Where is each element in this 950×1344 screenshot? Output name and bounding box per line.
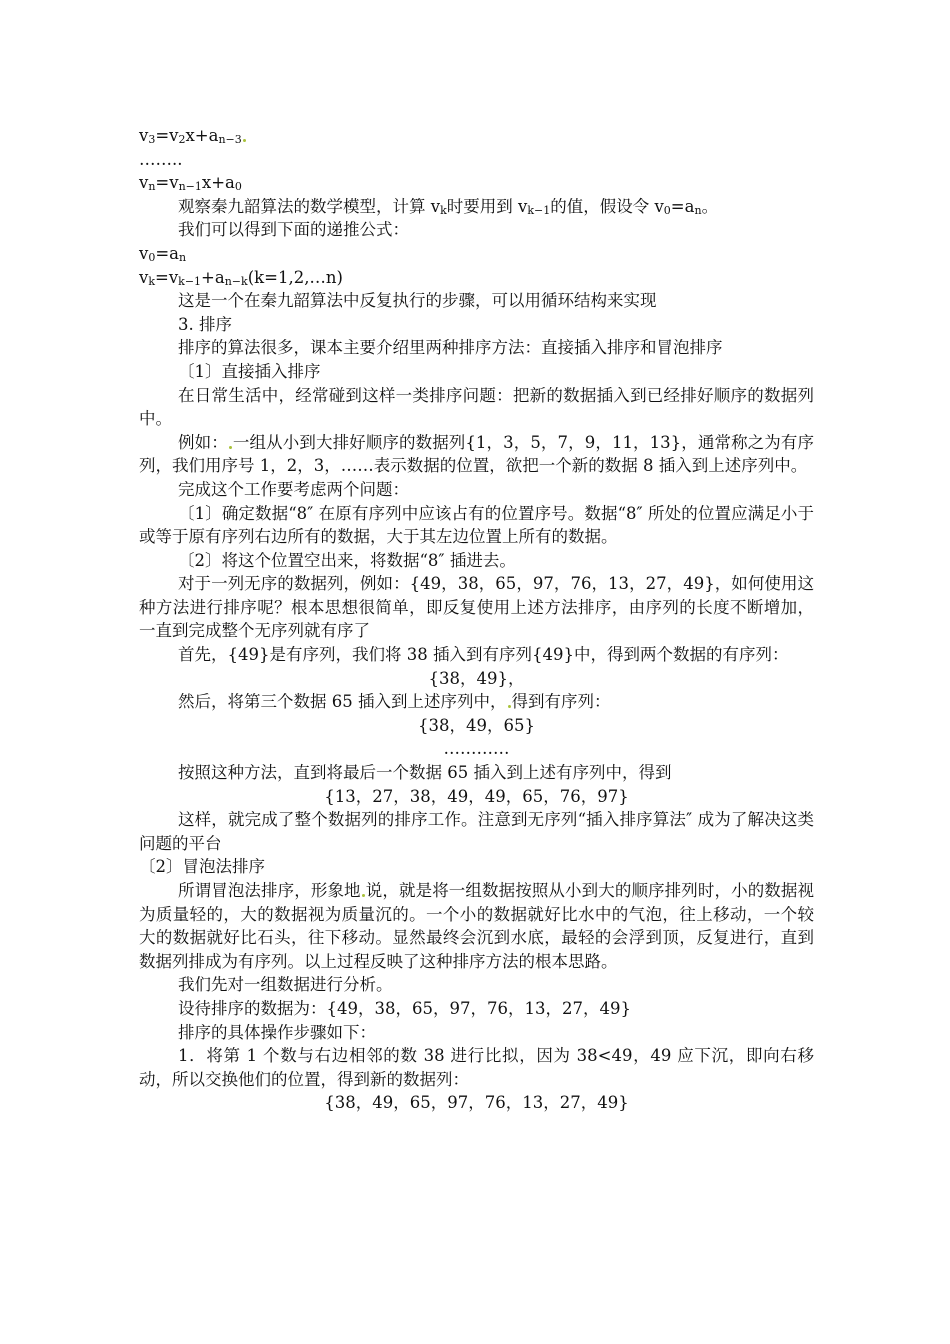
observe-paragraph: 观察秦九韶算法的数学模型，计算 $v_k$时要用到 $v_{k-1}$的值，假设令 $v_0=a_n$。 bbox=[178, 196, 719, 217]
sequence-ellipsis: ………… bbox=[443, 739, 510, 759]
sequence-4: {38，49，65，97，76，13，27，49} bbox=[324, 1093, 629, 1113]
until-paragraph: 按照这种方法，直到将最后一个数据 65 插入到上述有序列中，得到 bbox=[178, 763, 672, 783]
problem-2: 〔2〕将这个位置空出来，将数据“8″ 插进去。 bbox=[178, 550, 516, 570]
daily-paragraph: 在日常生活中，经常碰到这样一类排序问题：把新的数据插入到已经排好顺序的数据列中。 bbox=[139, 385, 814, 429]
two-problems: 完成这个工作要考虑两个问题： bbox=[178, 479, 409, 499]
subheading-bubble: 〔2〕冒泡法排序 bbox=[139, 857, 265, 877]
analyze-line: 我们先对一组数据进行分析。 bbox=[178, 975, 393, 995]
done-paragraph: 这样，就完成了整个数据列的排序工作。注意到无序列“插入排序算法″ 成为了解决这类问题的平台 bbox=[139, 810, 814, 853]
loop-paragraph: 这是一个在秦九韶算法中反复执行的步骤，可以用循环结构来实现 bbox=[178, 291, 657, 311]
recurrence-intro: 我们可以得到下面的递推公式： bbox=[178, 220, 409, 240]
ink-dot bbox=[508, 705, 511, 708]
data-line: 设待排序的数据为：{49，38，65，97，76，13，27，49} bbox=[178, 998, 631, 1018]
example-paragraph: 例如： 一组从小到大排好顺序的数据列{1，3，5，7，9，11，13}，通常称之为有序列，我们用序号 1，2，3，……表示数据的位置，欲把一个新的数据 8 插入到上述序列中。 bbox=[139, 432, 815, 476]
ink-dot bbox=[362, 894, 365, 897]
ink-dot bbox=[229, 446, 232, 449]
subheading-insertion: 〔1〕直接插入排序 bbox=[178, 361, 321, 381]
first-paragraph: 首先，{49}是有序列，我们将 38 插入到有序列{49}中，得到两个数据的有序列： bbox=[178, 645, 789, 665]
ink-dot bbox=[243, 139, 246, 142]
formula-ellipsis: …….. bbox=[139, 149, 183, 169]
unordered-paragraph: 对于一列无序的数据列，例如：{49，38，65，97，76，13，27，49}，如何使用这种方法进行排序呢？根本思想很简单，即反复使用上述方法排序，由序列的长度不断增加，一直到完成整个无序列就有序了 bbox=[139, 574, 814, 641]
sequence-3: {13，27，38，49，49，65，76，97} bbox=[324, 786, 629, 806]
section-heading-3: 3. 排序 bbox=[178, 314, 232, 334]
sequence-2: {38，49，65} bbox=[418, 715, 535, 735]
sequence-1: {38，49}， bbox=[428, 668, 525, 688]
step-1: 1．将第 1 个数与右边相邻的数 38 进行比拟，因为 38<49，49 应下沉，即向右移动，所以交换他们的位置，得到新的数据列： bbox=[139, 1046, 814, 1089]
formula-vk: $v_k=v_{k-1}+a_{n-k}(k=1,2,\dots n)$ bbox=[139, 267, 343, 288]
formula-v3: $v_3=v_2x+a_{n-3}$ bbox=[139, 124, 814, 148]
document-page bbox=[139, 124, 814, 1115]
sort-intro: 排序的算法很多，课本主要介绍里两种排序方法：直接插入排序和冒泡排序 bbox=[178, 338, 723, 358]
problem-1: 〔1〕确定数据“8″ 在原有序列中应该占有的位置序号。数据“8″ 所处的位置应满足小于或等于原有序列右边所有的数据，大于其左边位置上所有的数据。 bbox=[139, 503, 814, 547]
bubble-paragraph: 所谓冒泡法排序，形象地 说，就是将一组数据按照从小到大的顺序排列时，小的数据视为质量轻的，大的数据视为质量沉的。一个小的数据就好比水中的气泡，往上移动，一个较大的数据就好比石头，往下移动。显然最终会沉到水底，最轻的会浮到顶，反复进行，直到数据列排成为有序列。以上过程反映了这种排序方法的根本思路。 bbox=[139, 881, 815, 971]
formula-v0: $v_0=a_n$ bbox=[139, 243, 187, 264]
steps-line: 排序的具体操作步骤如下： bbox=[178, 1022, 376, 1042]
formula-vn: $v_n=v_{n-1}x+a_0$ bbox=[139, 173, 242, 194]
then-paragraph: 然后，将第三个数据 65 插入到上述序列中， 得到有序列： bbox=[178, 692, 611, 712]
